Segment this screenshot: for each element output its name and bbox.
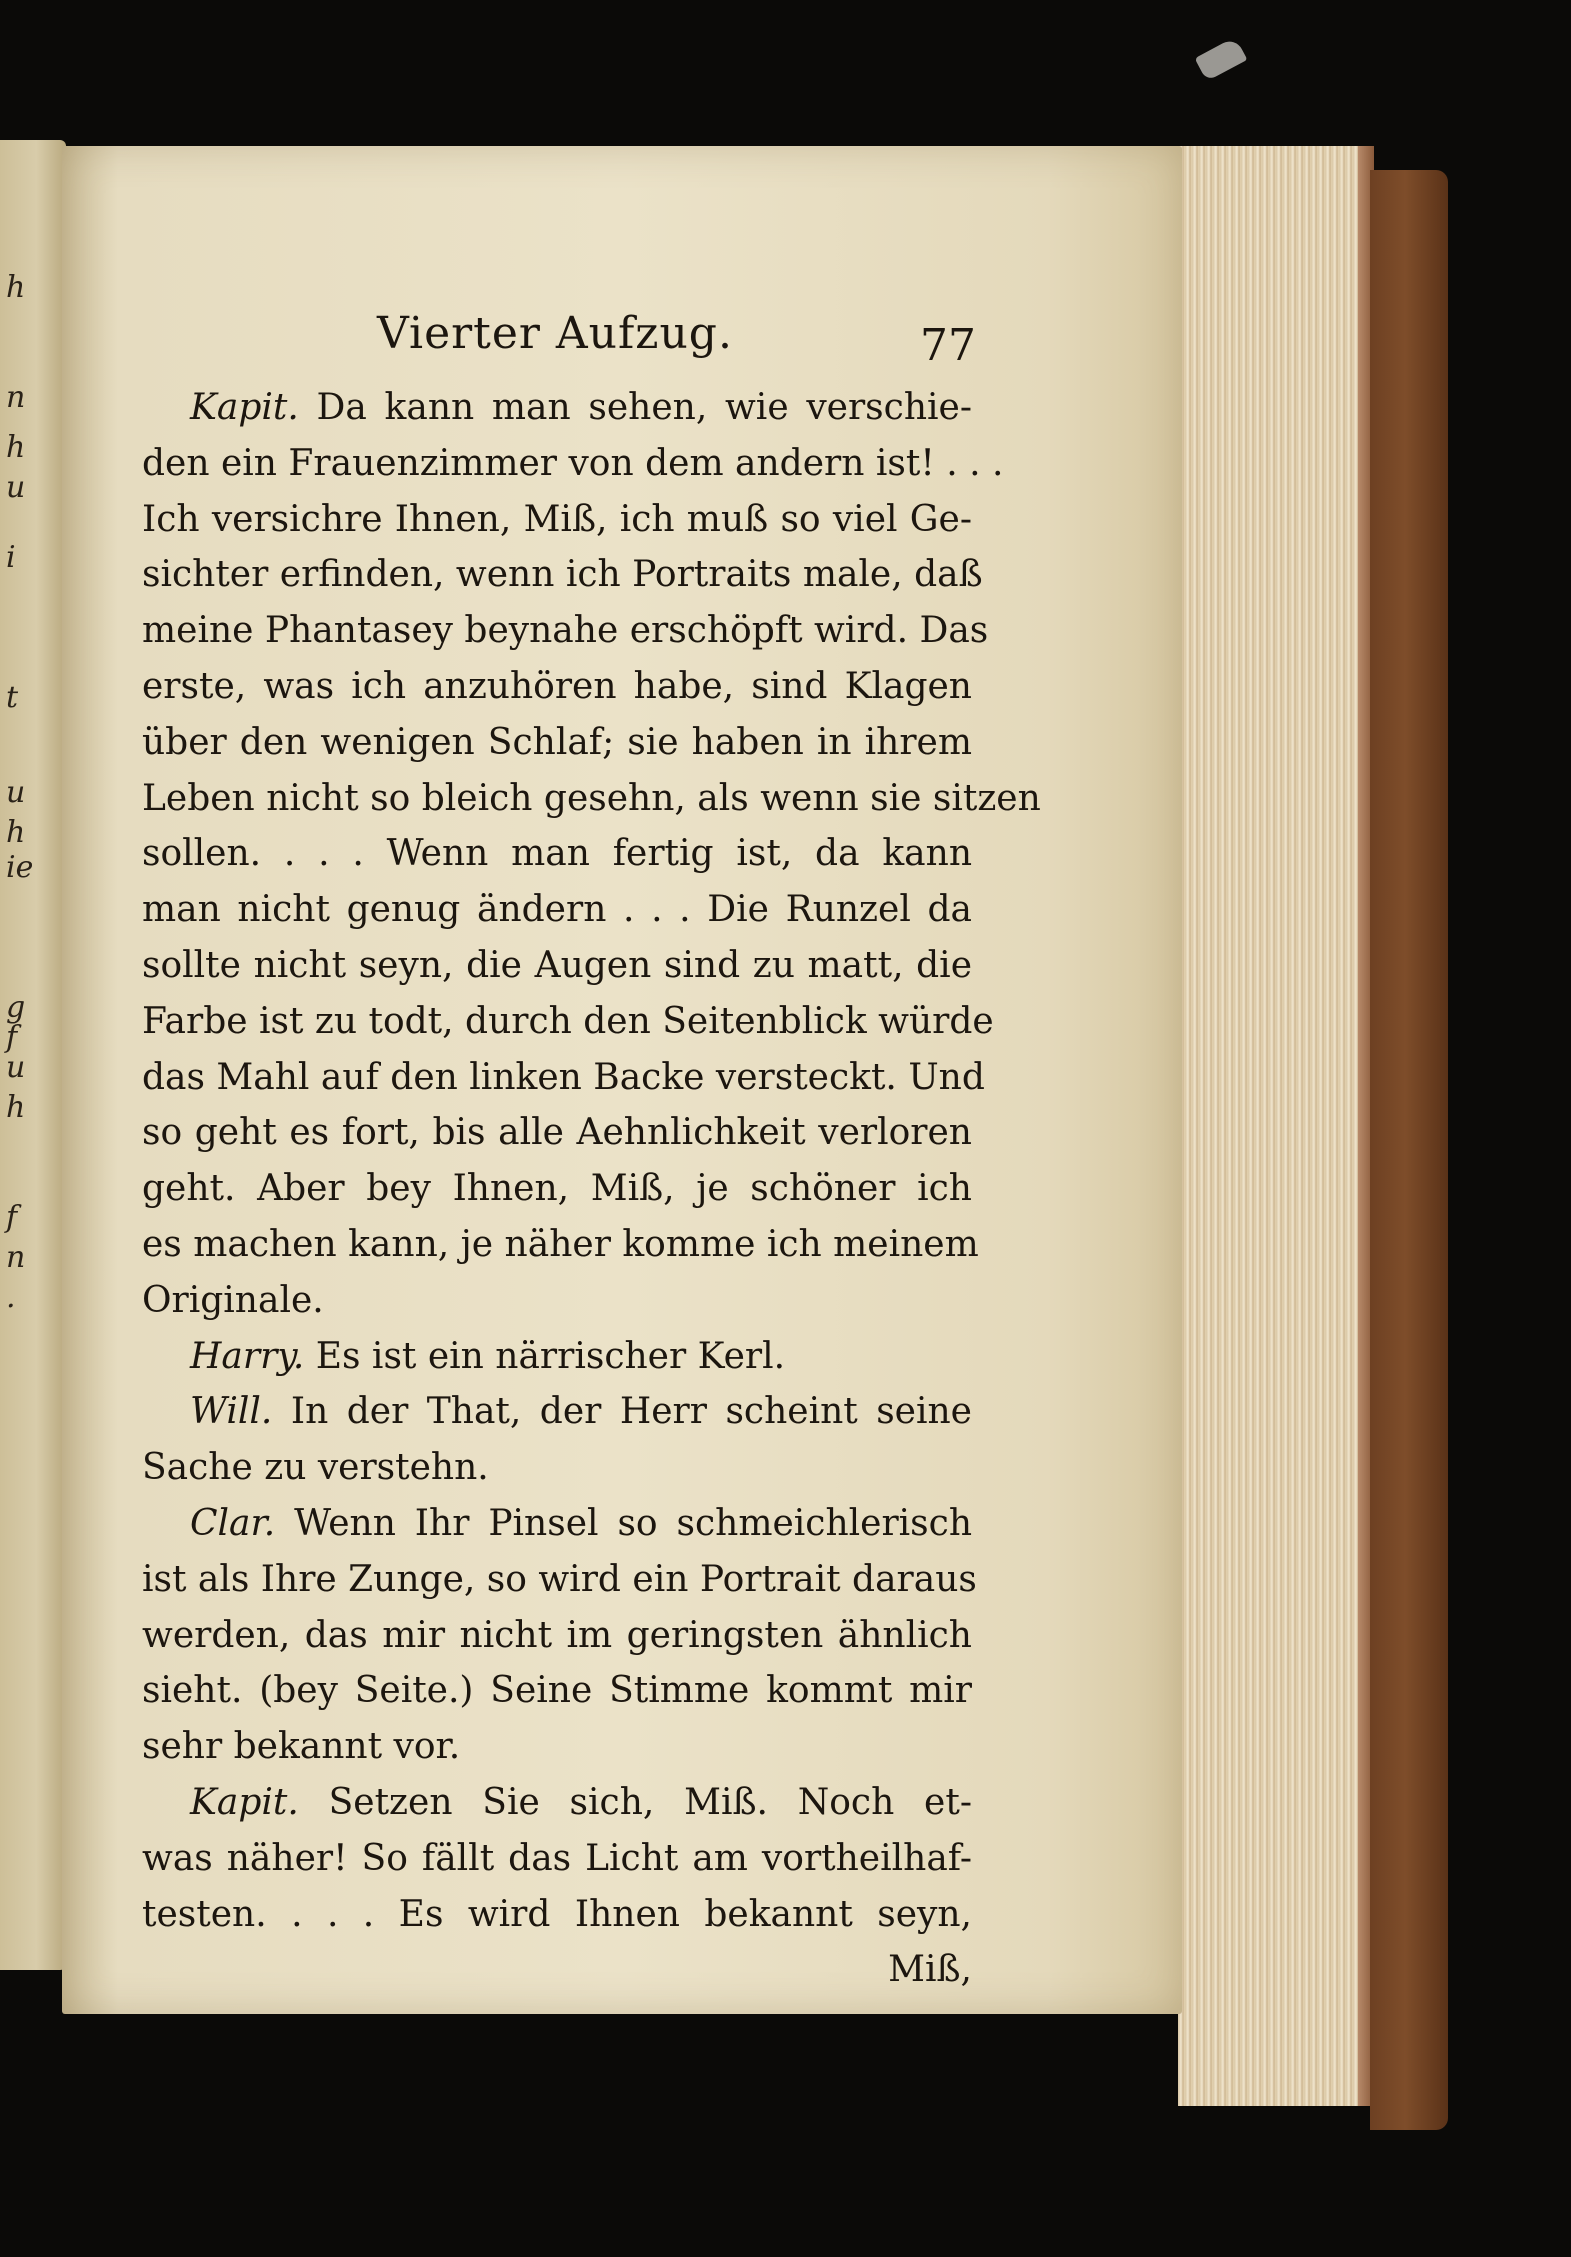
left-page-char: h <box>6 430 26 465</box>
text-line <box>142 1775 972 1831</box>
text-line <box>142 1887 972 1943</box>
text-line <box>142 1217 979 1273</box>
left-page-char: n <box>6 380 26 415</box>
line-text: Originale. <box>142 1279 324 1321</box>
text-line <box>142 826 972 882</box>
speaker-name: Will. <box>190 1391 273 1433</box>
text-line <box>142 659 972 715</box>
line-text: Setzen Sie sich, Miß. Noch et- <box>328 1781 972 1823</box>
speaker-name: Clar. <box>190 1502 276 1544</box>
text-line <box>142 603 989 659</box>
line-text: meine Phantasey beynahe erschöpft wird. Das <box>142 610 989 652</box>
left-page-char: t <box>6 680 19 715</box>
text-line <box>142 1552 977 1608</box>
line-text: erste, was ich anzuhören habe, sind Klagen <box>142 665 972 707</box>
left-page-edge <box>0 140 66 1970</box>
text-line <box>142 1384 972 1440</box>
speaker-name: Kapit. <box>190 387 299 428</box>
running-head: Vierter Aufzug. <box>377 308 733 359</box>
line-text: Leben nicht so bleich gesehn, als wenn sie sitzen <box>142 777 1041 819</box>
text-line <box>142 380 972 436</box>
left-page-char: f <box>6 1200 18 1235</box>
line-text: Da kann man sehen, wie verschie- <box>316 387 972 428</box>
speaker-name: Harry. <box>190 1335 305 1377</box>
line-text: so geht es fort, bis alle Aehnlichkeit verloren <box>142 1112 972 1154</box>
text-line <box>142 771 1041 827</box>
left-page-char: ie <box>6 850 34 885</box>
text-line <box>142 1105 972 1161</box>
line-text: Farbe ist zu todt, durch den Seitenblick würde <box>142 1000 994 1042</box>
line-text: den ein Frauenzimmer von dem andern ist! . . . <box>142 442 1004 484</box>
body-text <box>142 380 1041 1942</box>
speaker-name: Kapit. <box>190 1781 299 1823</box>
text-line <box>142 492 972 548</box>
text-line <box>142 938 972 994</box>
text-line <box>142 1440 972 1496</box>
page-header <box>142 300 976 380</box>
text-line <box>142 436 1004 492</box>
line-text: Ich versichre Ihnen, Miß, ich muß so viel Ge- <box>142 498 972 540</box>
line-text: sollen. . . . Wenn man fertig ist, da kann <box>142 833 972 875</box>
text-line <box>142 1273 972 1329</box>
line-text: über den wenigen Schlaf; sie haben in ihrem <box>142 721 972 763</box>
text-line <box>142 1719 972 1775</box>
line-text: werden, das mir nicht im geringsten ähnlich <box>142 1614 972 1656</box>
text-line <box>142 1608 972 1664</box>
text-line <box>142 1329 972 1385</box>
line-text: was näher! So fällt das Licht am vortheilhaf- <box>142 1837 972 1879</box>
line-text: man nicht genug ändern . . . Die Runzel da <box>142 889 972 931</box>
line-text: In der That, der Herr scheint seine <box>290 1391 972 1433</box>
line-text: es machen kann, je näher komme ich meinem <box>142 1223 979 1265</box>
left-page-char: u <box>6 775 26 810</box>
left-page-char: u <box>6 470 26 505</box>
text-line <box>142 1050 985 1106</box>
line-text: sieht. (bey Seite.) Seine Stimme kommt mir <box>142 1670 972 1712</box>
line-text: Sache zu verstehn. <box>142 1447 489 1489</box>
left-page-char: n <box>6 1240 26 1275</box>
text-line <box>142 547 983 603</box>
left-page-char: u <box>6 1050 26 1085</box>
line-text: das Mahl auf den linken Backe versteckt. Und <box>142 1056 985 1098</box>
text-line <box>142 1663 972 1719</box>
left-page-char: f <box>6 1020 18 1055</box>
line-text: sichter erfinden, wenn ich Portraits male, daß <box>142 554 983 596</box>
left-page-char: . <box>6 1280 16 1315</box>
text-line <box>142 882 972 938</box>
text-line <box>142 1161 972 1217</box>
paper-fragment <box>1195 37 1248 82</box>
page-text <box>142 300 1041 1998</box>
line-text: ist als Ihre Zunge, so wird ein Portrait daraus <box>142 1558 977 1600</box>
line-text: Wenn Ihr Pinsel so schmeichlerisch <box>294 1502 972 1544</box>
text-line <box>142 1831 972 1887</box>
left-page-char: h <box>6 815 26 850</box>
left-page-char: i <box>6 540 16 575</box>
page-block-fore-edge <box>1178 146 1374 2106</box>
catchword: Miß, <box>888 1949 972 1991</box>
text-line <box>142 994 994 1050</box>
line-text: Es ist ein närrischer Kerl. <box>315 1335 786 1377</box>
page-number: 77 <box>920 320 976 371</box>
line-text: geht. Aber bey Ihnen, Miß, je schöner ich <box>142 1168 972 1210</box>
left-page-char: h <box>6 1090 26 1125</box>
book-cover-edge <box>1370 170 1448 2130</box>
line-text: sollte nicht seyn, die Augen sind zu matt, die <box>142 944 972 986</box>
line-text: sehr bekannt vor. <box>142 1726 461 1768</box>
text-line <box>142 715 972 771</box>
left-page-char: g <box>6 990 26 1025</box>
line-text: testen. . . . Es wird Ihnen bekannt seyn, <box>142 1893 972 1935</box>
text-line <box>142 1496 972 1552</box>
left-page-char: h <box>6 270 26 305</box>
